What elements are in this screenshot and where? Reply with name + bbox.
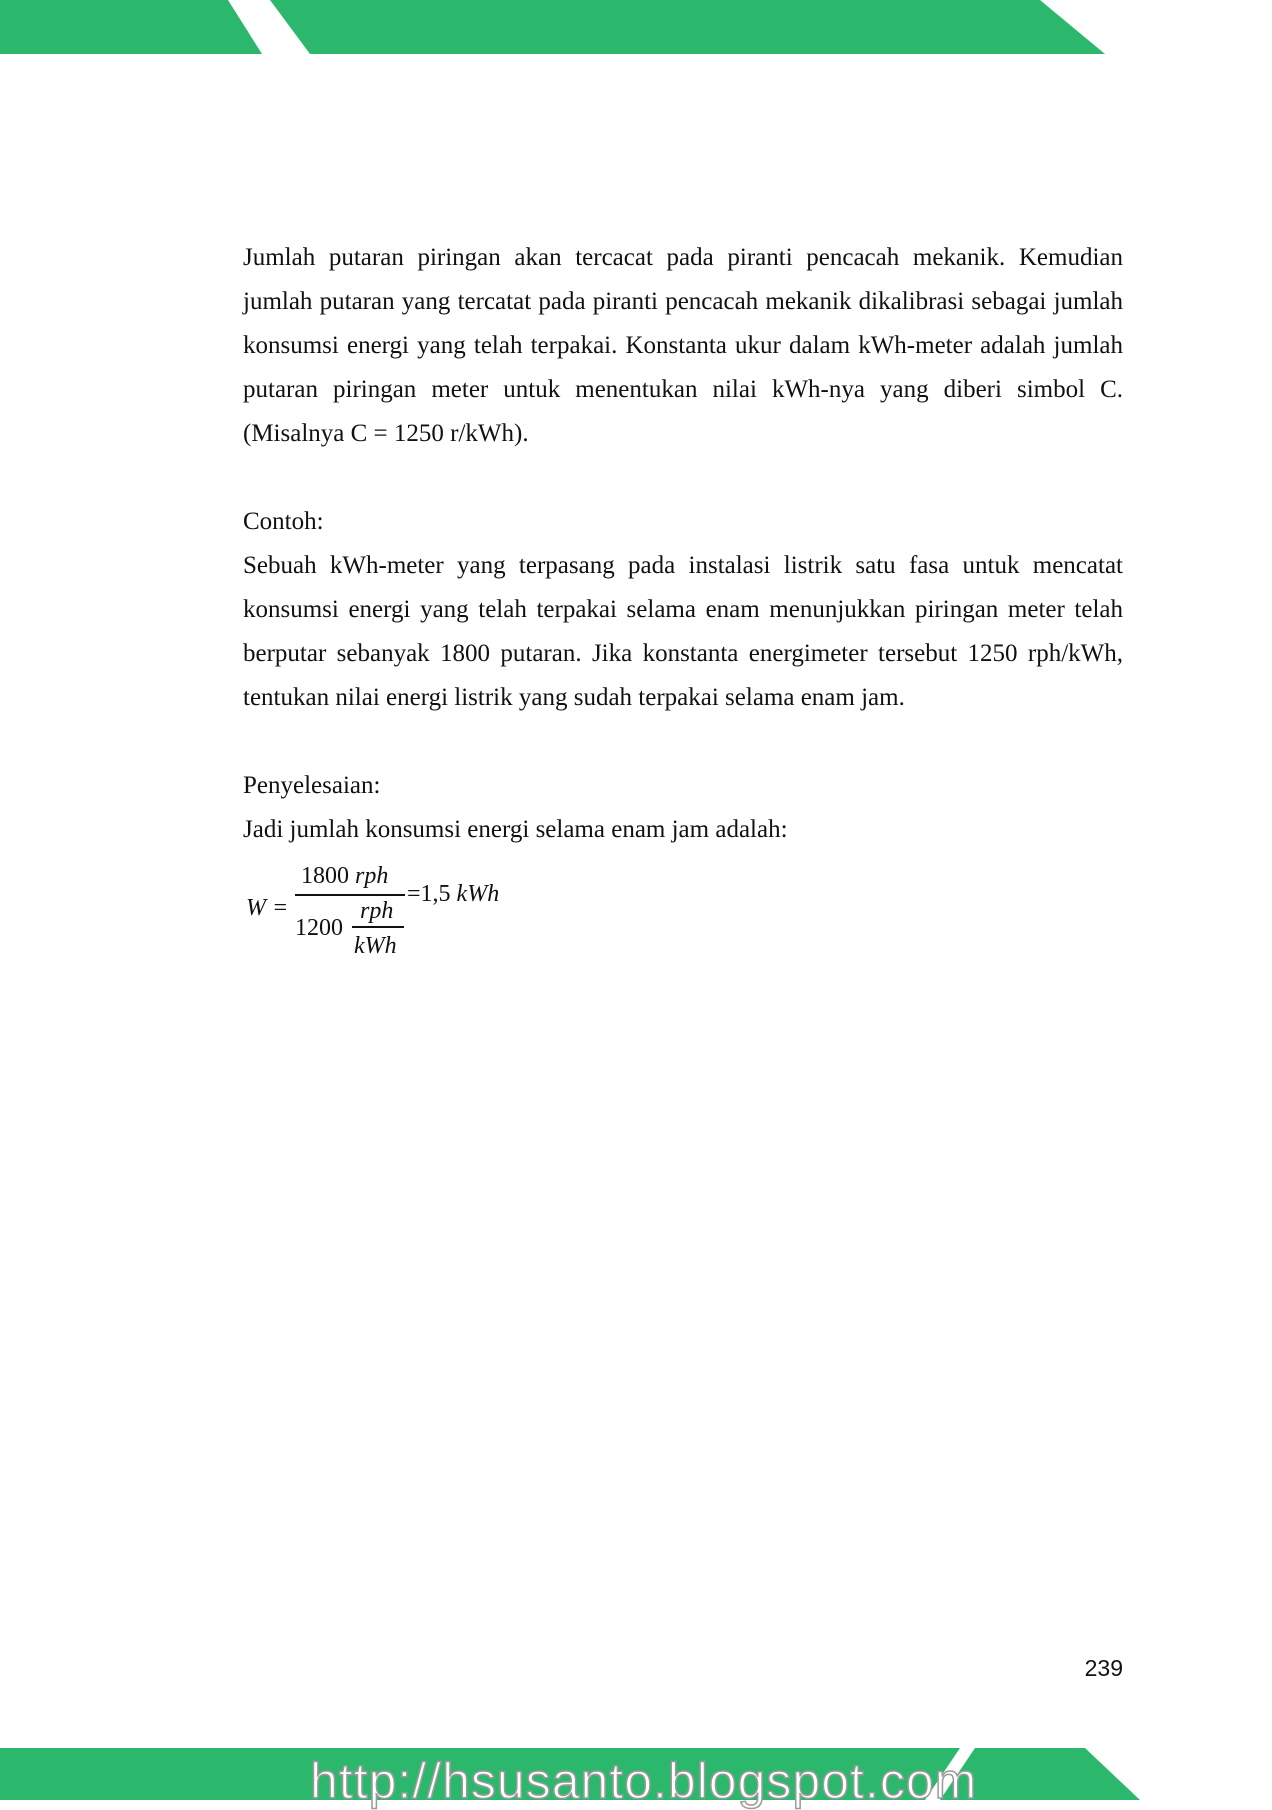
formula-result: =1,5 kWh: [407, 881, 500, 907]
watermark-url: http://hsusanto.blogspot.com: [310, 1753, 978, 1809]
formula-lhs: W =: [246, 895, 289, 921]
formula-numerator: 1800 rph: [301, 863, 389, 889]
page-number: 239: [1084, 1655, 1123, 1681]
formula-denominator-value: 1200: [295, 915, 343, 941]
solution-paragraph: Jadi jumlah konsumsi energi selama enam jam adalah:: [243, 816, 788, 843]
energy-formula: [243, 854, 1123, 964]
top-green-band: [0, 0, 1272, 56]
example-paragraph: Sebuah kWh-meter yang terpasang pada instalasi listrik satu fasa untuk mencatat konsumsi energi yang telah terpakai selama enam menunjukkan piringan meter telah berputar sebanyak 1800 putaran. Jika konstanta energimeter tersebut 1250 rph/kWh, tentukan nilai energi listrik yang sudah terpakai selama enam jam.: [243, 552, 1123, 711]
intro-paragraph: Jumlah putaran piringan akan tercacat pada piranti pencacah mekanik. Kemudian jumlah putaran yang tercatat pada piranti pencacah mekanik dikalibrasi sebagai jumlah konsumsi energi yang telah terpakai. Konstanta ukur dalam kWh-meter adalah jumlah putaran piringan meter untuk menentukan nilai kWh-nya yang diberi simbol C. (Misalnya C = 1250 r/kWh).: [243, 244, 1123, 447]
main-fraction-bar: [295, 894, 405, 896]
page-body: [243, 236, 1123, 964]
formula-denominator-unit-bottom: kWh: [354, 933, 397, 959]
example-heading: Contoh:: [243, 508, 324, 535]
formula-denominator-unit-top: rph: [360, 898, 394, 924]
solution-heading: Penyelesaian:: [243, 772, 381, 799]
unit-fraction-bar: [352, 926, 404, 928]
